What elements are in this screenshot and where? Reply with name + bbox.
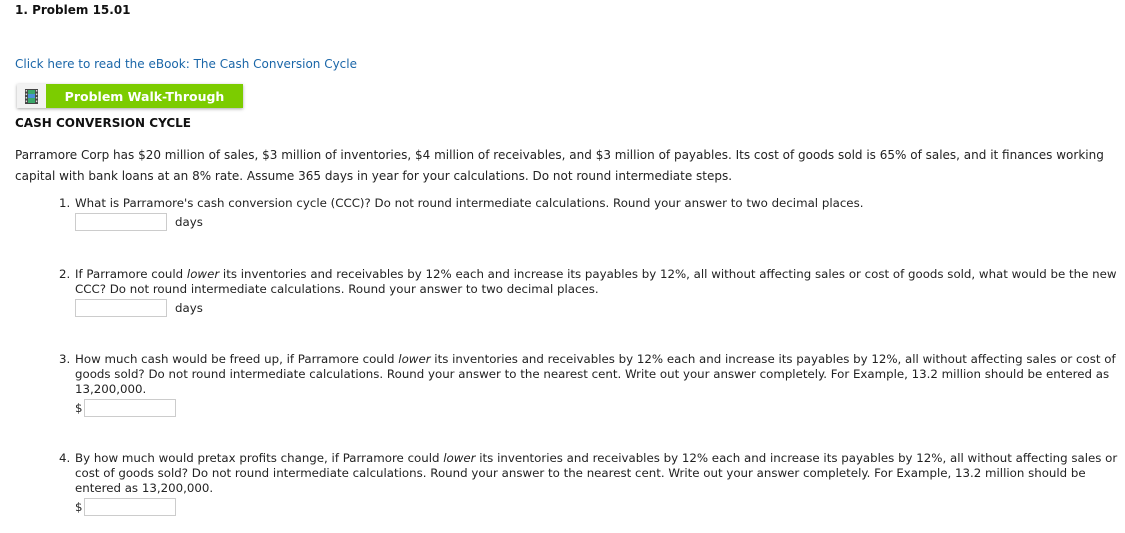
unit-label: days — [175, 214, 203, 229]
text-emphasis: lower — [443, 451, 476, 465]
dollar-prefix: $ — [75, 499, 83, 514]
question-2 — [59, 267, 1119, 317]
text-part: its inventories and receivables by 12% each and increase its payables by 12%, all without affecting sales or cost of goods sold? Do not round intermediate calculations. Round your answer to the nearest cent. Write out your answer completely. For Example, 13.2 million should be entered as 13,200,000. — [75, 451, 1118, 495]
section-heading: CASH CONVERSION CYCLE — [15, 116, 191, 130]
question-text — [75, 451, 1119, 496]
question-text — [75, 352, 1119, 397]
text-part: its inventories and receivables by 12% each and increase its payables by 12%, all without affecting sales or cost of goods sold? Do not round intermediate calculations. Round your answer to the nearest cent. Write out your answer completely. For Example, 13.2 million should be entered as 13,200,000. — [75, 352, 1116, 396]
cash-freed-answer-input[interactable] — [84, 399, 176, 417]
text-part: its inventories and receivables by 12% each and increase its payables by 12%, all without affecting sales or cost of goods sold, what would be the new CCC? Do not round intermediate calculations. Round your answer to two decimal places. — [75, 267, 1117, 296]
problem-intro: Parramore Corp has $20 million of sales, $3 million of inventories, $4 million of receivables, and $3 million of payables. Its cost of goods sold is 65% of sales, and it finances working capital with bank loans at an 8% rate. Assume 365 days in year for your calculations. Do not round intermediate steps. — [15, 148, 1104, 183]
text-part: By how much would pretax profits change, if Parramore could — [75, 451, 444, 465]
walkthrough-label: Problem Walk-Through — [46, 84, 243, 108]
problem-walkthrough-button[interactable] — [17, 84, 243, 108]
unit-label: days — [175, 300, 203, 315]
question-text: What is Parramore's cash conversion cycle (CCC)? Do not round intermediate calculations. Round your answer to two decimal places. — [75, 196, 864, 210]
pretax-profit-answer-input[interactable] — [84, 498, 176, 516]
dollar-prefix: $ — [75, 400, 83, 415]
question-number: 4. — [59, 451, 71, 465]
film-icon — [17, 84, 46, 108]
question-number: 2. — [59, 267, 71, 281]
problem-title: 1. Problem 15.01 — [15, 3, 131, 17]
ccc-answer-input[interactable] — [75, 213, 167, 231]
question-4 — [59, 451, 1119, 516]
new-ccc-answer-input[interactable] — [75, 299, 167, 317]
text-part: How much cash would be freed up, if Parramore could — [75, 352, 399, 366]
question-number: 3. — [59, 352, 71, 366]
question-text — [75, 267, 1119, 297]
text-part: If Parramore could — [75, 267, 187, 281]
ebook-link[interactable]: Click here to read the eBook: The Cash Conversion Cycle — [15, 57, 357, 71]
text-emphasis: lower — [186, 267, 220, 281]
text-emphasis: lower — [398, 352, 431, 366]
question-number: 1. — [59, 196, 71, 210]
question-3 — [59, 352, 1119, 417]
question-1 — [59, 196, 1119, 231]
